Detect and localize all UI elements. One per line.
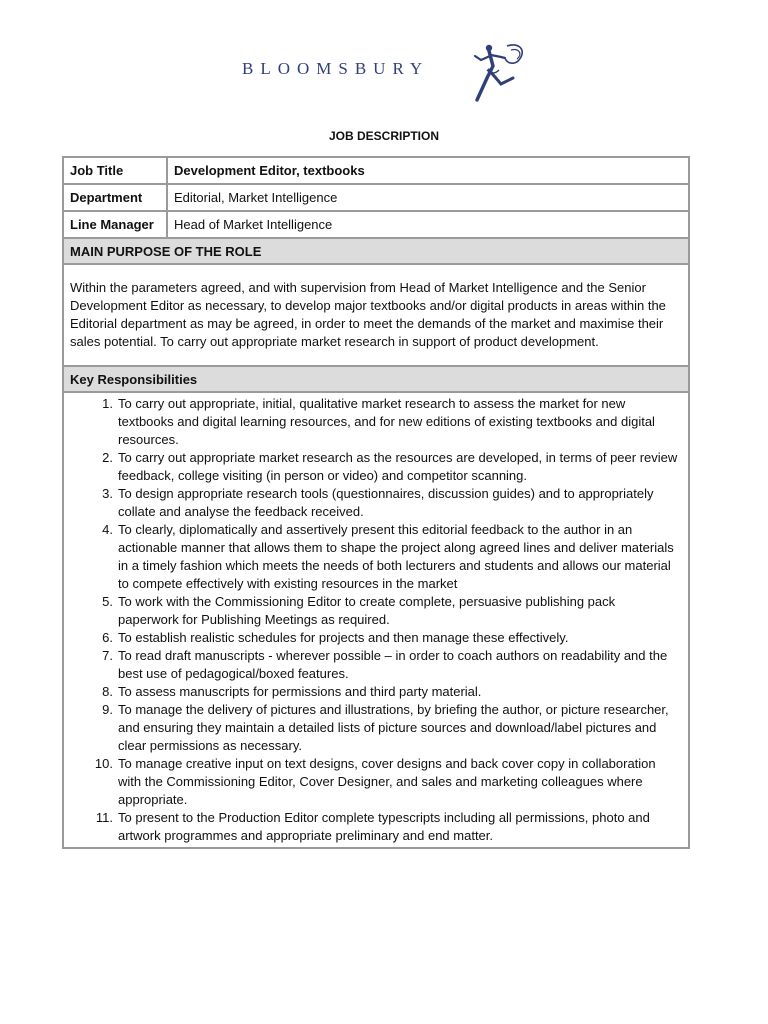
list-item-text: To manage creative input on text designs, cover designs and back cover copy in collaboration with the Commissioning Editor, Cover Designer, and sales and marketing colleagues where appropriate. <box>118 756 656 807</box>
list-item <box>70 485 678 521</box>
list-item-number: 5. <box>102 594 113 609</box>
purpose-heading: MAIN PURPOSE OF THE ROLE <box>63 238 689 264</box>
list-item-text: To carry out appropriate, initial, qualitative market research to assess the market for new textbooks and digital learning resources, and for new editions of existing textbooks and digital resources. <box>118 396 655 447</box>
purpose-text: Within the parameters agreed, and with supervision from Head of Market Intelligence and the Senior Development Editor as necessary, to develop major textbooks and/or digital products in areas within the Editorial department as may be agreed, in order to meet the demands of the market and maximise their sales potential. To carry out appropriate market research in support of product development. <box>63 264 689 366</box>
list-item-number: 6. <box>102 630 113 645</box>
job-description-table <box>62 156 690 849</box>
job-title-label: Job Title <box>63 157 167 184</box>
department-label: Department <box>63 184 167 211</box>
list-item-number: 4. <box>102 522 113 537</box>
list-item-number: 9. <box>102 702 113 717</box>
list-item-text: To establish realistic schedules for projects and then manage these effectively. <box>118 630 569 645</box>
leaping-figure-icon <box>467 40 529 104</box>
job-title-value: Development Editor, textbooks <box>167 157 689 184</box>
department-row <box>63 184 689 211</box>
purpose-body-row <box>63 264 689 366</box>
list-item <box>70 683 678 701</box>
list-item-text: To clearly, diplomatically and assertively present this editorial feedback to the author in an actionable manner that allows them to shape the project along agreed lines and deliver materials in a timely fashion which meets the needs of both lecturers and students and allows our material to compete effectively with existing resources in the market <box>118 522 674 591</box>
list-item-number: 11. <box>95 810 113 825</box>
list-item-number: 8. <box>102 684 113 699</box>
list-item-text: To read draft manuscripts - wherever possible – in order to coach authors on readability and the best use of pedagogical/boxed features. <box>118 648 668 681</box>
line-manager-value: Head of Market Intelligence <box>167 211 689 238</box>
list-item <box>70 755 678 809</box>
list-item <box>70 593 678 629</box>
purpose-heading-row <box>63 238 689 264</box>
responsibilities-heading: Key Responsibilities <box>63 366 689 392</box>
list-item <box>70 647 678 683</box>
list-item-text: To assess manuscripts for permissions and third party material. <box>118 684 482 699</box>
logo-wordmark: BLOOMSBURY <box>242 59 430 78</box>
list-item <box>70 395 678 449</box>
job-title-row <box>63 157 689 184</box>
list-item <box>70 809 678 845</box>
list-item-text: To present to the Production Editor complete typescripts including all permissions, photo and artwork programmes and appropriate preliminary and end matter. <box>118 810 650 843</box>
list-item-number: 3. <box>102 486 113 501</box>
list-item-text: To work with the Commissioning Editor to create complete, persuasive publishing pack paperwork for Publishing Meetings as required. <box>118 594 616 627</box>
bloomsbury-logo <box>242 40 532 104</box>
list-item-number: 2. <box>102 450 113 465</box>
list-item <box>70 701 678 755</box>
list-item-text: To manage the delivery of pictures and illustrations, by briefing the author, or picture researcher, and ensuring they maintain a detailed lists of picture sources and download/label pictures and clear permissions as necessary. <box>118 702 669 753</box>
responsibilities-cell <box>63 392 689 848</box>
responsibilities-list <box>70 395 678 845</box>
list-item-text: To carry out appropriate market research as the resources are developed, in terms of peer review feedback, college visiting (in person or video) and competitor scanning. <box>118 450 678 483</box>
list-item-number: 7. <box>102 648 113 663</box>
list-item <box>70 629 678 647</box>
line-manager-row <box>63 211 689 238</box>
list-item-number: 1. <box>102 396 113 411</box>
list-item <box>70 449 678 485</box>
list-item <box>70 521 678 593</box>
list-item-number: 10. <box>94 756 113 771</box>
responsibilities-body-row <box>63 392 689 848</box>
document-title: JOB DESCRIPTION <box>328 129 439 143</box>
department-value: Editorial, Market Intelligence <box>167 184 689 211</box>
list-item-text: To design appropriate research tools (questionnaires, discussion guides) and to appropriately collate and analyse the feedback received. <box>118 486 654 519</box>
line-manager-label: Line Manager <box>63 211 167 238</box>
responsibilities-heading-row <box>63 366 689 392</box>
